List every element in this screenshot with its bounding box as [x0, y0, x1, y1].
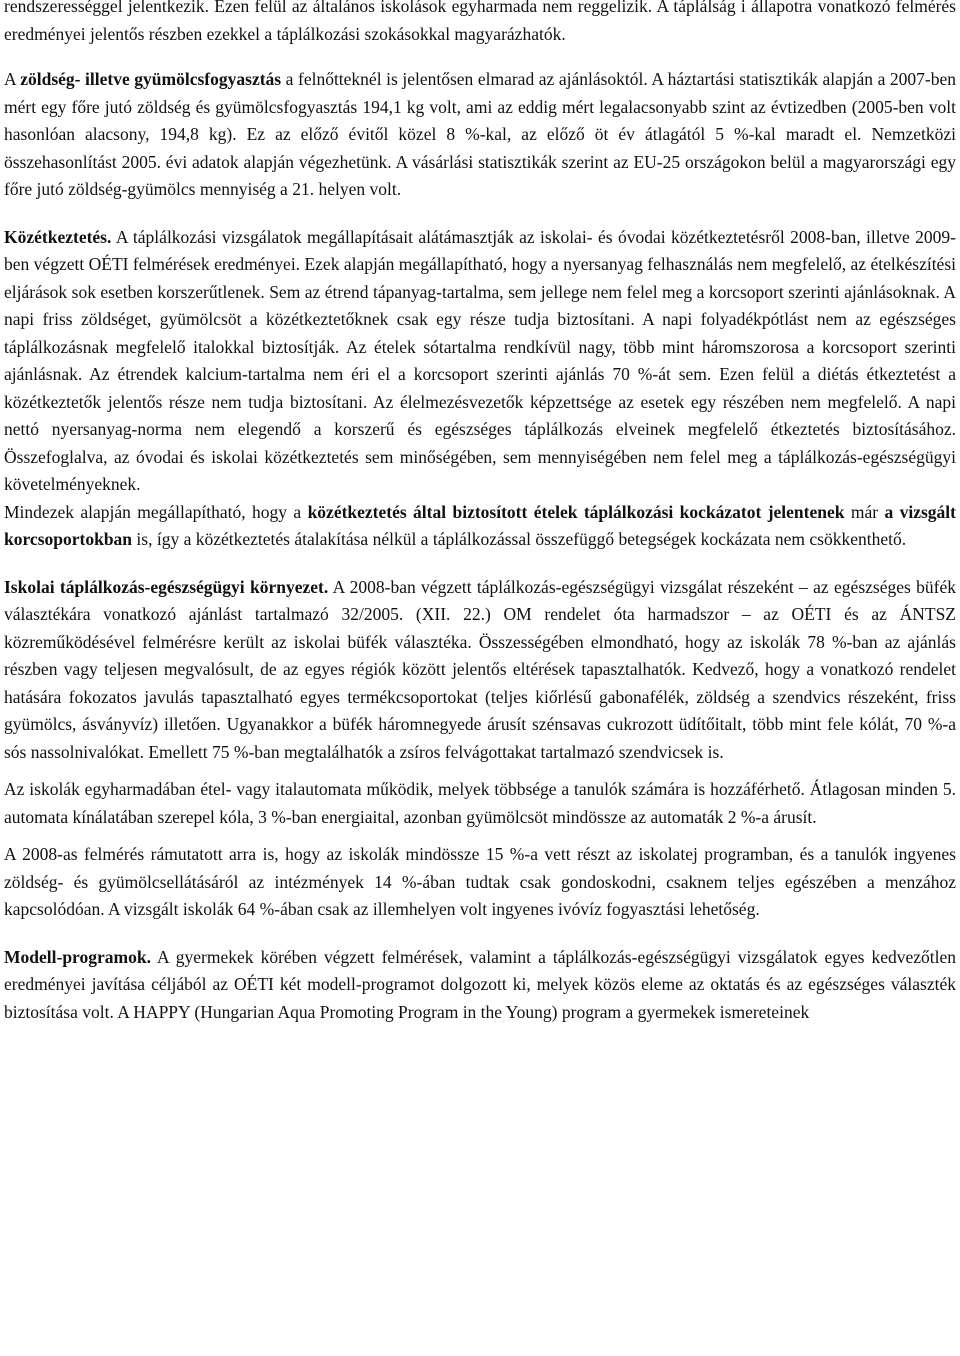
paragraph-vegetable-fruit-consumption [4, 66, 956, 204]
paragraph-school-nutrition-environment [4, 574, 956, 767]
document-page [4, 0, 956, 1026]
paragraph-vending-machines [4, 776, 956, 831]
paragraph-text: A 2008-ban végzett táplálkozás-egészségügyi vizsgálat részeként – az egészséges büfék választékára vonatkozó ajánlást tartalmazó 32/2005. (XII. 22.) OM rendelet óta harmadszor – az OÉTI és az ÁNTSZ közreműködésével felmérésre került az iskolai büfék választéka. Összességében elmondható, hogy az iskolák 78 %-ban az ajánlás részben vagy teljesen megvalósult, de az egyes régiók között jelentős eltérések tapasztalhatók. Kedvező, hogy a vonatkozó rendelet hatására fokozatos javulás tapasztalható egyes termékcsoportokat (teljes kiőrlésű gabonafélék, zöldség a szendvics részeként, friss gyümölcs, ásványvíz) illetően. Ugyanakkor a büfék háromnegyede árusít szénsavas cukrozott üdítőitalt, több mint fele kólát, 70 %-a sós nassolnivalókat. Emellett 75 %-ban megtalálhatók a zsíros felvágottakat tartalmazó szendvicsek is. [4, 576, 956, 762]
section-heading: Modell-programok. [4, 946, 151, 967]
bold-phrase: közétkeztetés által biztosított ételek táplálkozási kockázatot jelentenek [307, 501, 845, 522]
paragraph-text: már [844, 501, 885, 522]
paragraph-text: is, így a közétkeztetés átalakítása nélkül a táplálkozással összefüggő betegségek kockázata nem csökkenthető. [132, 529, 907, 549]
paragraph-text: A gyermekek körében végzett felmérések, valamint a táplálkozás-egészségügyi vizsgálatok egyes kedvezőtlen eredményei javítása céljából az OÉTI két modell-programot dolgozott ki, melyek közös eleme az oktatás és az egészséges választék biztosítása volt. A HAPPY (Hungarian Aqua Promoting Program in the Young) program a gyermekek ismereteinek [4, 946, 956, 1022]
section-heading: Iskolai táplálkozás-egészségügyi környezet. [4, 576, 329, 597]
paragraph-text: A [4, 69, 21, 89]
paragraph-model-programs [4, 944, 956, 1027]
section-heading: Közétkeztetés. [4, 226, 112, 247]
paragraph-text: A táplálkozási vizsgálatok megállapításait alátámasztják az iskolai- és óvodai közétkeztetésről 2008-ban, illetve 2009-ben végzett OÉTI felmérések eredményei. Ezek alapján megállapítható, hogy a nyersanyag felhasználás nem megfelelő, az ételkészítési eljárások sok esetben korszerűtlenek. Sem az étrend tápanyag-tartalma, sem jellege nem felel meg a korcsoport szerinti ajánlásoknak. A napi friss zöldséget, gyümölcsöt a közétkeztetőknek csak egy része tudja biztosítani. A napi folyadékpótlást nem az egészséges táplálkozásnak megfelelő italokkal biztosítják. Az ételek sótartalma rendkívül nagy, több mint háromszorosa a korcsoport szerinti ajánlásnak. Az étrendek kalcium-tartalma nem éri el a korcsoport szerinti ajánlás 70 %-át sem. Ezen felül a diétás étkeztetést a közétkeztetők jelentős része nem tudja biztosítani. Az élelmezésvezetők képzettsége az esetek egy részében nem megfelelő. A napi nettó nyersanyag-norma nem elegendő a korszerű és egészséges táplálkozás elveinek megfelelő étkeztetés biztosításához. Összefoglalva, az óvodai és iskolai közétkeztetés sem minőségében, sem mennyiségében nem felel meg a táplálkozás-egészségügyi követelményeknek. [4, 226, 956, 494]
paragraph-text: Az iskolák egyharmadában étel- vagy italautomata működik, melyek többsége a tanulók számára is hozzáférhető. Átlagosan minden 5. automata kínálatában szerepel kóla, 3 %-ban energiaital, azonban gyümölcsöt mindössze az automaták 2 %-a árusít. [4, 779, 956, 827]
paragraph-text: Mindezek alapján megállapítható, hogy a [4, 501, 308, 522]
paragraph-breakfast-habits [4, 0, 956, 48]
bold-phrase: zöldség- illetve gyümölcsfogyasztás [20, 69, 282, 89]
paragraph-text: a felnőtteknél is jelentősen elmarad az ajánlásoktól. A háztartási statisztikák alapján a 2007-ben mért egy főre jutó zöldség és gyümölcsfogyasztás 194,1 kg volt, ami az eddig mért legalacsonyabb szint az évtizedben (2005-ben volt hasonlóan alacsony, 194,8 kg). Ez az előző évitől közel 8 %-kal, az előző öt év átlagától 5 %-kal maradt el. Nemzetközi összehasonlítást 2005. évi adatok alapján végezhetünk. A vásárlási statisztikák szerint az EU-25 országokon belül a magyarországi egy főre jutó zöldség-gyümölcs mennyiség a 21. helyen volt. [4, 69, 956, 199]
paragraph-text: rendszerességgel jelentkezik. Ezen felül az általános iskolások egyharmada nem reggelizik. A táplálság i állapotra vonatkozó felmérés eredményei jelentős részben ezekkel a táplálkozási szokásokkal magyarázhatók. [4, 0, 956, 44]
bold-phrase: a vizsgált korcsoportokban [4, 501, 956, 549]
paragraph-school-milk-survey [4, 841, 956, 924]
paragraph-catering-conclusion [4, 499, 956, 554]
paragraph-text: A 2008-as felmérés rámutatott arra is, hogy az iskolák mindössze 15 %-a vett részt az iskolatej programban, és a tanulók ingyenes zöldség- és gyümölcsellátásáról az intézmények 14 %-ában tudtak csak gondoskodni, csaknem teljes egészében a menzához kapcsolódóan. A vizsgált iskolák 64 %-ában csak az illemhelyen volt ingyenes ivóvíz fogyasztási lehetőség. [4, 844, 956, 919]
paragraph-public-catering [4, 224, 956, 499]
